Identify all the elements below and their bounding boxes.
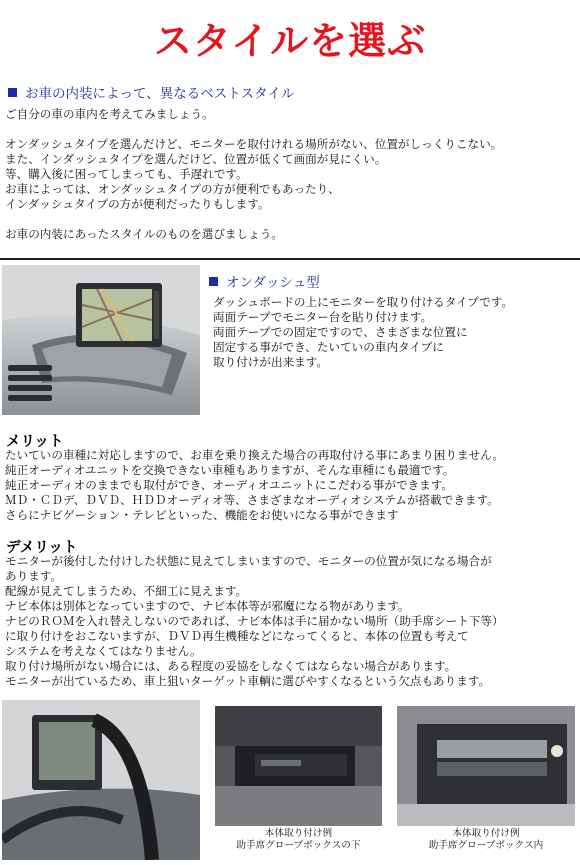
- text-line: インダッシュタイプの方が便利だったりもします。: [5, 197, 270, 211]
- in-glovebox-photo: [397, 706, 575, 826]
- monitor-photo: [2, 700, 200, 860]
- text-line: 取り付け場所がない場合には、ある程度の妥協をしなくてはならない場合があります。: [5, 659, 457, 673]
- text-line: ダッシュボードの上にモニターを取り付けるタイプです。: [213, 295, 514, 309]
- text-line: システムを考えなくてはなりません。: [5, 644, 202, 658]
- text-line: オンダッシュタイプを選んだけど、モニターを取付けれる場所がない、位置がしっくりこない。: [5, 137, 503, 151]
- merit-list: [5, 448, 504, 523]
- text-line: モニターが出ているため、車上狙いターゲット車輌に選びやすくなるという欠点もあります。: [5, 674, 491, 688]
- text-line: に取り付けをおこないますが、ＤＶＤ再生機種などになってくると、本体の位置も考えて: [5, 629, 469, 643]
- divider: [0, 258, 580, 260]
- caption-line: 助手席グローブボックスの下: [236, 840, 361, 851]
- caption-line: 本体取り付け例: [264, 828, 333, 839]
- text-line: 両面テープでの固定ですので、さまざまな位置に: [213, 325, 468, 339]
- section-heading-text: お車の内装によって、異なるベストスタイル: [25, 86, 295, 102]
- text-line: 純正オーディオのままでも取付ができ、オーディオユニットにこだわる事ができます。: [5, 478, 453, 492]
- text-line: さらにナビゲーション・テレビといった、機能をお使いになる事ができます: [5, 508, 399, 522]
- text-line: ご自分の車の車内を考えてみましょう。: [5, 107, 214, 121]
- text-line: ナビ本体は別体となっていますので、ナビ本体等が邪魔になる物があります。: [5, 599, 410, 613]
- caption-under-glovebox: [215, 828, 382, 852]
- ondash-photo: [2, 265, 200, 415]
- text-line: 固定する事ができ、たいていの車内タイプに: [213, 340, 444, 354]
- caption-line: 助手席グローブボックス内: [428, 840, 544, 851]
- caption-in-glovebox: [397, 828, 575, 852]
- text-line: 両面テープでモニター台を貼り付けます。: [213, 310, 433, 324]
- intro-paragraph: [5, 107, 502, 242]
- text-line: 配線が見えてしまうため、不細工に見えます。: [5, 584, 248, 598]
- text-line: あります。: [5, 569, 63, 583]
- caption-line: 本体取り付け例: [452, 828, 520, 839]
- demerit-heading: デメリット: [6, 540, 78, 556]
- section-heading-interior: [8, 82, 294, 102]
- text-line: モニターが後付した付けした状態に見えてしまいますので、モニターの位置が気になる場合が: [5, 554, 492, 568]
- text-line: ナビのＲＯＭを入れ替えしないのであれば、ナビ本体は手に届かない場所（助手席シート下等）: [5, 614, 504, 628]
- section-heading-ondash: [209, 271, 320, 291]
- under-glovebox-photo: [215, 706, 382, 826]
- text-line: また、インダッシュタイプを選んだけど、位置が低くて画面が見にくい。: [5, 152, 387, 166]
- demerit-list: [5, 554, 504, 689]
- section-heading-text: オンダッシュ型: [226, 275, 320, 291]
- text-line: 等、購入後に困ってしまっても、手遅れです。: [5, 167, 248, 181]
- page-title: スタイルを選ぶ: [153, 19, 427, 63]
- text-line: 純正オーディオユニットを交換できない車種もありますが、そんな車種にも最適です。: [5, 463, 455, 477]
- text-line: お車によっては、オンダッシュタイプの方が便利でもあったり、: [5, 182, 340, 196]
- text-line: 取り付けが出来ます。: [213, 355, 329, 369]
- ondash-description: [213, 295, 513, 370]
- square-bullet-icon: [8, 88, 17, 97]
- square-bullet-icon: [209, 277, 218, 286]
- merit-heading: メリット: [6, 434, 64, 450]
- text-line: たいていの車種に対応しますので、お車を乗り換えた場合の再取付ける事にあまり困りません。: [5, 448, 504, 462]
- text-line: ＭＤ・ＣＤデ、ＤＶＤ、ＨＤＤオーディオ等、さまざまなオーディオシステムが搭載できます。: [5, 493, 499, 507]
- text-line: お車の内装にあったスタイルのものを選びましょう。: [5, 227, 283, 241]
